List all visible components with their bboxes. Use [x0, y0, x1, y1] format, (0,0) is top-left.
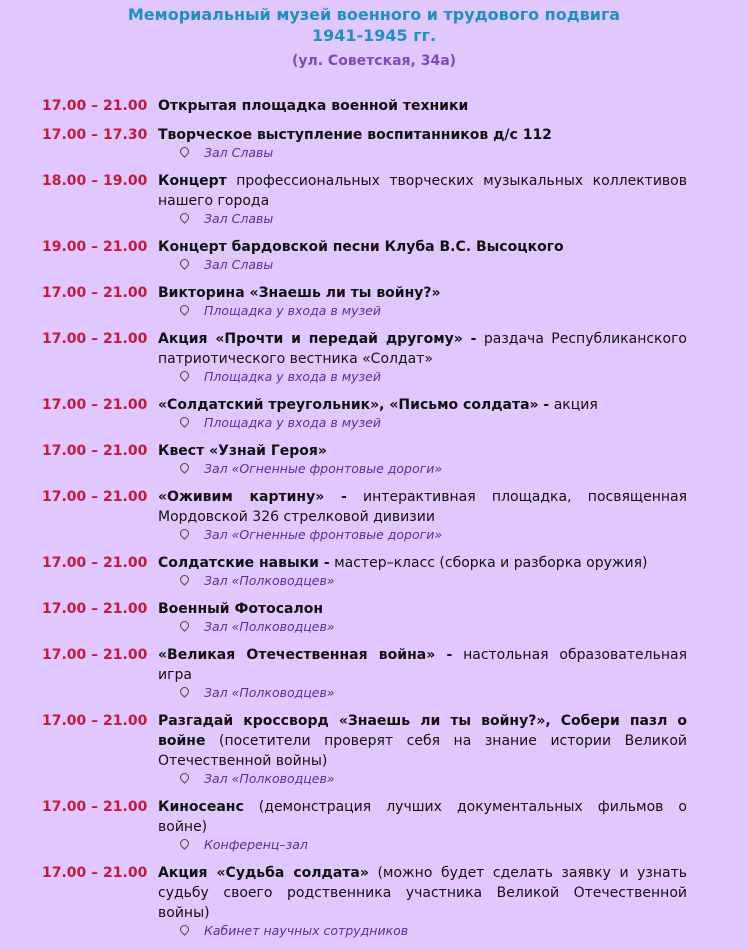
- event-location-text: Зал «Полководцев»: [204, 771, 335, 786]
- event-description: [158, 553, 687, 573]
- event-title: Квест «Узнай Героя»: [158, 443, 327, 459]
- event-details: (посетители проверят себя на знание истории Великой Отечественной войны): [158, 733, 687, 769]
- event-details: интерактивная площадка, посвященная Мордовской 326 стрелковой дивизии: [158, 489, 687, 525]
- event-time: 17.00 – 21.00: [42, 285, 148, 301]
- event-location: [158, 572, 687, 590]
- event-description: [158, 441, 687, 461]
- page-address: (ул. Советская, 34а): [291, 53, 457, 69]
- event-time: 17.00 – 17.30: [42, 127, 148, 143]
- event-details: настольная образовательная игра: [158, 647, 688, 683]
- schedule-row: [0, 863, 748, 940]
- event-location-text: Зал «Полководцев»: [204, 619, 335, 634]
- event-location-text: Зал Славы: [204, 145, 274, 160]
- event-title: «Солдатский треугольник», «Письмо солдата» -: [158, 397, 550, 413]
- event-time: 17.00 – 21.00: [42, 98, 148, 114]
- event-location-text: Кабинет научных сотрудников: [204, 923, 409, 938]
- event-location-text: Зал Славы: [204, 211, 274, 226]
- event-time: 17.00 – 21.00: [42, 713, 148, 729]
- event-description: [158, 599, 687, 619]
- schedule-row: [0, 553, 748, 590]
- event-location: [158, 414, 687, 432]
- event-description: [158, 395, 687, 415]
- event-time: 17.00 – 21.00: [42, 799, 148, 815]
- event-time: 17.00 – 21.00: [42, 489, 148, 505]
- event-location-text: Зал Славы: [204, 257, 274, 272]
- event-description: [158, 863, 687, 923]
- event-time: 17.00 – 21.00: [42, 601, 148, 617]
- event-title: Открытая площадка военной техники: [158, 98, 469, 114]
- event-location: [158, 922, 687, 940]
- event-location: [158, 210, 687, 228]
- event-location-text: Площадка у входа в музей: [204, 303, 381, 318]
- event-location: [158, 460, 687, 478]
- schedule-row: [0, 797, 748, 854]
- event-description: [158, 171, 687, 211]
- event-time: 19.00 – 21.00: [42, 239, 148, 255]
- event-location: [158, 526, 687, 544]
- event-location: [158, 836, 687, 854]
- event-title: Акция «Прочти и передай другому» -: [158, 331, 477, 347]
- event-description: [158, 645, 687, 685]
- event-location: [158, 770, 687, 788]
- event-description: [158, 487, 687, 527]
- schedule-list: [0, 96, 748, 949]
- event-location: [158, 368, 687, 386]
- event-title: Творческое выступление воспитанников д/с 112: [158, 127, 552, 143]
- schedule-row: [0, 441, 748, 478]
- event-location-text: Зал «Полководцев»: [204, 685, 335, 700]
- event-details: раздача Республиканского патриотического вестника «Солдат»: [158, 331, 687, 367]
- event-title: Военный Фотосалон: [158, 601, 323, 617]
- event-time: 17.00 – 21.00: [42, 331, 148, 347]
- page-title: Мемориальный музей военного и трудового подвига: [127, 5, 621, 24]
- event-details: акция: [549, 397, 598, 413]
- schedule-row: [0, 237, 748, 274]
- event-location: [158, 256, 687, 274]
- event-title: Концерт бардовской песни Клуба В.С. Высоцкого: [158, 239, 564, 255]
- schedule-row: [0, 283, 748, 320]
- event-location-text: Конференц–зал: [204, 837, 308, 852]
- event-title: Солдатские навыки -: [158, 555, 330, 571]
- schedule-row: [0, 329, 748, 386]
- event-description: [158, 797, 687, 837]
- event-description: [158, 283, 687, 303]
- event-time: 18.00 – 19.00: [42, 173, 148, 189]
- event-title: «Оживим картину» -: [158, 489, 347, 505]
- event-time: 17.00 – 21.00: [42, 647, 148, 663]
- event-details: профессиональных творческих музыкальных коллективов нашего города: [158, 173, 687, 209]
- event-description: [158, 329, 687, 369]
- event-details: (можно будет сделать заявку и узнать судьбу своего родственника участника Великой Отечественной войны): [158, 865, 687, 921]
- event-title: Викторина «Знаешь ли ты войну?»: [158, 285, 441, 301]
- event-description: [158, 237, 687, 257]
- event-title: Акция «Судьба солдата»: [158, 865, 369, 881]
- event-location: [158, 684, 687, 702]
- event-description: [158, 125, 687, 145]
- schedule-row: [0, 125, 748, 162]
- schedule-row: [0, 645, 748, 702]
- schedule-row: [0, 599, 748, 636]
- event-location-text: Площадка у входа в музей: [204, 369, 381, 384]
- event-time: 17.00 – 21.00: [42, 397, 148, 413]
- schedule-row: [0, 711, 748, 788]
- event-description: [158, 711, 687, 771]
- event-title: Киносеанс: [158, 799, 244, 815]
- event-details: (демонстрация лучших документальных фильмов о войне): [158, 799, 687, 835]
- event-time: 17.00 – 21.00: [42, 555, 148, 571]
- schedule-row: [0, 96, 748, 116]
- event-time: 17.00 – 21.00: [42, 443, 148, 459]
- event-title: Разгадай кроссворд «Знаешь ли ты войну?», Собери пазл о войне: [158, 713, 687, 749]
- schedule-row: [0, 171, 748, 228]
- event-time: 17.00 – 21.00: [42, 865, 148, 881]
- event-location-text: Зал «Полководцев»: [204, 573, 335, 588]
- page-years: 1941-1945 гг.: [311, 26, 437, 45]
- event-location-text: Площадка у входа в музей: [204, 415, 381, 430]
- event-location: [158, 302, 687, 320]
- event-title: Концерт: [158, 173, 227, 189]
- schedule-row: [0, 487, 748, 544]
- event-title: «Великая Отечественная война» -: [158, 647, 453, 663]
- event-description: [158, 96, 687, 116]
- event-location: [158, 144, 687, 162]
- event-details: мастер–класс (сборка и разборка оружия): [329, 555, 648, 571]
- schedule-row: [0, 395, 748, 432]
- header: [0, 0, 748, 71]
- event-location-text: Зал «Огненные фронтовые дороги»: [204, 461, 443, 476]
- event-location-text: Зал «Огненные фронтовые дороги»: [204, 527, 443, 542]
- event-location: [158, 618, 687, 636]
